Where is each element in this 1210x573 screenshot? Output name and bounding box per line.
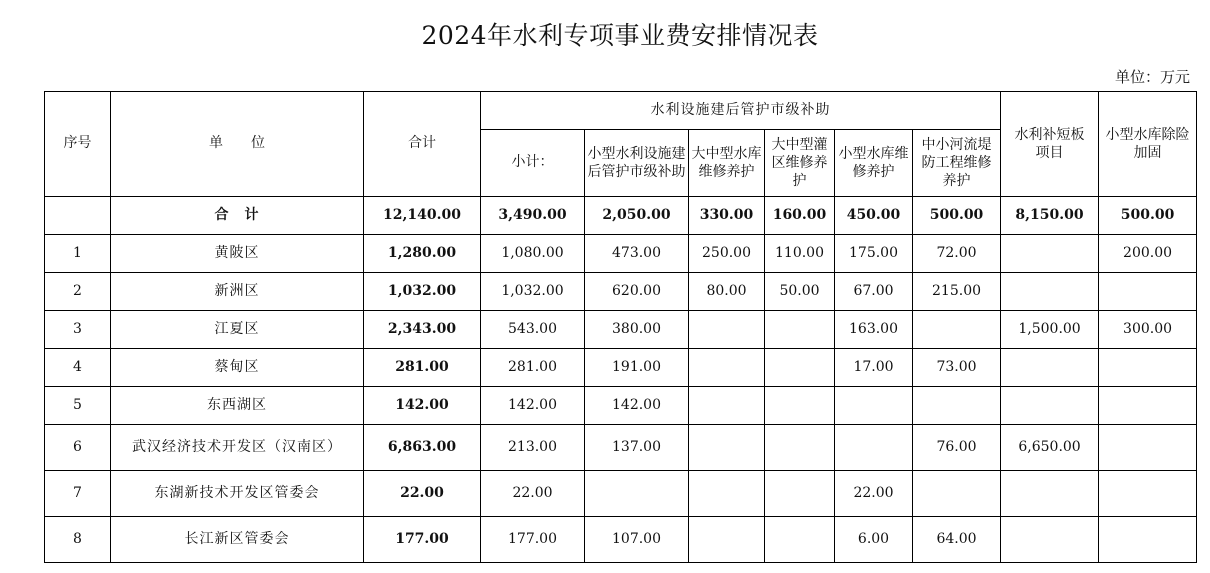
cell-c2: 80.00 <box>689 273 765 311</box>
header-unit: 单 位 <box>111 92 364 197</box>
cell-c7 <box>1099 387 1197 425</box>
table-row <box>45 387 1197 425</box>
cell-seq: 7 <box>45 471 111 517</box>
cell-c7 <box>1099 425 1197 471</box>
cell-c5 <box>913 387 1001 425</box>
cell-c2 <box>689 387 765 425</box>
cell-total: 1,280.00 <box>364 235 481 273</box>
header-shortboard <box>1001 92 1099 197</box>
cell-c5: 76.00 <box>913 425 1001 471</box>
cell-seq: 6 <box>45 425 111 471</box>
cell-c3: 160.00 <box>765 197 835 235</box>
cell-c4: 17.00 <box>835 349 913 387</box>
cell-total: 281.00 <box>364 349 481 387</box>
cell-total: 142.00 <box>364 387 481 425</box>
header-subtotal: 小计： <box>481 130 585 197</box>
table-row <box>45 471 1197 517</box>
cell-c5 <box>913 471 1001 517</box>
cell-c7 <box>1099 349 1197 387</box>
cell-c3 <box>765 349 835 387</box>
cell-c3 <box>765 425 835 471</box>
header-sub4: 小型水库维修养护 <box>835 130 913 197</box>
cell-c6 <box>1001 387 1099 425</box>
cell-c2 <box>689 425 765 471</box>
cell-c7: 300.00 <box>1099 311 1197 349</box>
cell-c6: 8,150.00 <box>1001 197 1099 235</box>
cell-subtotal: 22.00 <box>481 471 585 517</box>
cell-subtotal: 1,080.00 <box>481 235 585 273</box>
cell-subtotal: 177.00 <box>481 517 585 563</box>
cell-c2 <box>689 311 765 349</box>
cell-c5 <box>913 311 1001 349</box>
cell-subtotal: 142.00 <box>481 387 585 425</box>
header-sub3: 大中型灌区维修养护 <box>765 130 835 197</box>
cell-c3: 110.00 <box>765 235 835 273</box>
unit-label: 单位：万元 <box>1114 68 1190 86</box>
cell-name: 黄陂区 <box>111 235 364 273</box>
cell-c6: 6,650.00 <box>1001 425 1099 471</box>
cell-c7 <box>1099 471 1197 517</box>
table-row <box>45 517 1197 563</box>
cell-seq: 8 <box>45 517 111 563</box>
cell-c4 <box>835 425 913 471</box>
cell-subtotal: 1,032.00 <box>481 273 585 311</box>
cell-c4: 22.00 <box>835 471 913 517</box>
cell-subtotal: 3,490.00 <box>481 197 585 235</box>
cell-name: 长江新区管委会 <box>111 517 364 563</box>
cell-c6 <box>1001 273 1099 311</box>
cell-c7 <box>1099 273 1197 311</box>
cell-c5: 64.00 <box>913 517 1001 563</box>
cell-c3 <box>765 471 835 517</box>
cell-subtotal: 543.00 <box>481 311 585 349</box>
cell-c3 <box>765 387 835 425</box>
cell-c7 <box>1099 517 1197 563</box>
cell-c4 <box>835 387 913 425</box>
cell-name: 东湖新技术开发区管委会 <box>111 471 364 517</box>
cell-total: 1,032.00 <box>364 273 481 311</box>
cell-seq: 1 <box>45 235 111 273</box>
header-total: 合计 <box>364 92 481 197</box>
header-sub5: 中小河流堤防工程维修养护 <box>913 130 1001 197</box>
cell-c6 <box>1001 471 1099 517</box>
cell-c1: 2,050.00 <box>585 197 689 235</box>
header-sub2: 大中型水库维修养护 <box>689 130 765 197</box>
cell-c3 <box>765 311 835 349</box>
table-row <box>45 425 1197 471</box>
cell-c4: 67.00 <box>835 273 913 311</box>
cell-name: 武汉经济技术开发区（汉南区） <box>111 425 364 471</box>
cell-name: 新洲区 <box>111 273 364 311</box>
cell-name: 蔡甸区 <box>111 349 364 387</box>
cell-c5: 72.00 <box>913 235 1001 273</box>
cell-c6: 1,500.00 <box>1001 311 1099 349</box>
header-reinforce-text: 小型水库除险加固 <box>1105 126 1190 161</box>
header-seq: 序号 <box>45 92 111 197</box>
cell-c6 <box>1001 517 1099 563</box>
header-group-maintenance: 水利设施建后管护市级补助 <box>481 92 1001 130</box>
cell-total: 22.00 <box>364 471 481 517</box>
cell-c1: 380.00 <box>585 311 689 349</box>
cell-c1: 137.00 <box>585 425 689 471</box>
cell-c2 <box>689 517 765 563</box>
header-reinforce <box>1099 92 1197 197</box>
cell-c1: 142.00 <box>585 387 689 425</box>
cell-c6 <box>1001 235 1099 273</box>
cell-total: 177.00 <box>364 517 481 563</box>
cell-c4: 450.00 <box>835 197 913 235</box>
cell-c2: 330.00 <box>689 197 765 235</box>
header-sub1: 小型水利设施建后管护市级补助 <box>585 130 689 197</box>
cell-subtotal: 213.00 <box>481 425 585 471</box>
cell-c1: 473.00 <box>585 235 689 273</box>
cell-seq: 2 <box>45 273 111 311</box>
cell-c2: 250.00 <box>689 235 765 273</box>
cell-c1: 107.00 <box>585 517 689 563</box>
cell-c2 <box>689 349 765 387</box>
cell-c6 <box>1001 349 1099 387</box>
cell-seq <box>45 197 111 235</box>
cell-subtotal: 281.00 <box>481 349 585 387</box>
cell-name: 江夏区 <box>111 311 364 349</box>
cell-c5: 500.00 <box>913 197 1001 235</box>
cell-c1: 191.00 <box>585 349 689 387</box>
cell-c4: 163.00 <box>835 311 913 349</box>
table-row <box>45 311 1197 349</box>
cell-name: 东西湖区 <box>111 387 364 425</box>
cell-c2 <box>689 471 765 517</box>
cell-seq: 4 <box>45 349 111 387</box>
cell-c3 <box>765 517 835 563</box>
table-row-total <box>45 197 1197 235</box>
cell-seq: 5 <box>45 387 111 425</box>
cell-c3: 50.00 <box>765 273 835 311</box>
cell-c1: 620.00 <box>585 273 689 311</box>
page-title: 2024年水利专项事业费安排情况表 <box>421 21 819 50</box>
cell-name: 合 计 <box>111 197 364 235</box>
cell-c4: 175.00 <box>835 235 913 273</box>
cell-total: 12,140.00 <box>364 197 481 235</box>
allocation-table <box>44 91 1197 563</box>
cell-c7: 500.00 <box>1099 197 1197 235</box>
table-row <box>45 349 1197 387</box>
cell-total: 2,343.00 <box>364 311 481 349</box>
cell-seq: 3 <box>45 311 111 349</box>
table-row <box>45 273 1197 311</box>
cell-c4: 6.00 <box>835 517 913 563</box>
cell-c1 <box>585 471 689 517</box>
header-shortboard-text: 水利补短板项目 <box>1014 126 1085 161</box>
table-row <box>45 235 1197 273</box>
cell-total: 6,863.00 <box>364 425 481 471</box>
cell-c5: 215.00 <box>913 273 1001 311</box>
cell-c5: 73.00 <box>913 349 1001 387</box>
cell-c7: 200.00 <box>1099 235 1197 273</box>
